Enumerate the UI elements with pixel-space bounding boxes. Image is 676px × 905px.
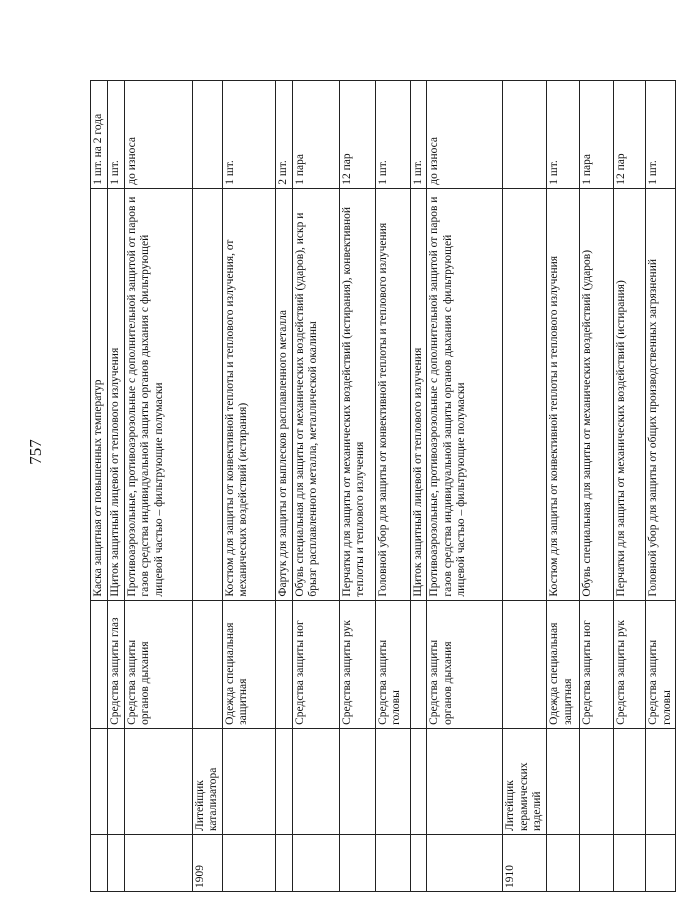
table-row (613, 81, 645, 892)
ppe-norms-table (90, 80, 676, 892)
cell-number (275, 834, 292, 891)
table-row (579, 81, 613, 892)
cell-category: Средства защиты ног (292, 600, 339, 728)
cell-quantity: до износа (427, 81, 503, 189)
table-row (427, 81, 503, 892)
cell-profession (222, 728, 275, 834)
cell-profession (427, 728, 503, 834)
cell-quantity (192, 81, 222, 189)
cell-profession (292, 728, 339, 834)
table-row (503, 81, 547, 892)
cell-number (645, 834, 675, 891)
cell-item: Перчатки для защиты от механических воздействий (истирания), конвективной теплоты и теплового излучения (339, 188, 375, 600)
cell-category: Средства защиты головы (375, 600, 410, 728)
cell-item: Каска защитная от повышенных температур (91, 188, 108, 600)
table-row (124, 81, 192, 892)
cell-profession (275, 728, 292, 834)
cell-profession (645, 728, 675, 834)
table-row (645, 81, 675, 892)
cell-number (124, 834, 192, 891)
cell-profession (410, 728, 427, 834)
cell-quantity: 1 пара (292, 81, 339, 189)
cell-quantity (503, 81, 547, 189)
cell-number (292, 834, 339, 891)
cell-item: Щиток защитный лицевой от теплового излучения (107, 188, 124, 600)
cell-category: Одежда специальная защитная (546, 600, 579, 728)
cell-category: Средства защиты головы (645, 600, 675, 728)
cell-quantity: 1 шт. (410, 81, 427, 189)
cell-profession: Литейщик керамических изделий (503, 728, 547, 834)
cell-quantity: 1 шт. (375, 81, 410, 189)
cell-profession (91, 728, 108, 834)
cell-item: Противоаэрозольные, противоаэрозольные с дополнительной защитой от паров и газов средства индивидуальной защиты органов дыхания с фильтрующей лицевой частью – фильтрующие полумаски (124, 188, 192, 600)
cell-number (546, 834, 579, 891)
cell-number (91, 834, 108, 891)
cell-profession (613, 728, 645, 834)
cell-profession (579, 728, 613, 834)
cell-category: Средства защиты глаз (107, 600, 124, 728)
table-row (91, 81, 108, 892)
cell-category (275, 600, 292, 728)
table-row (275, 81, 292, 892)
cell-category (192, 600, 222, 728)
cell-item: Костюм для защиты от конвективной теплоты и теплового излучения, от механических воздействий (истирания) (222, 188, 275, 600)
cell-profession (124, 728, 192, 834)
table-row (410, 81, 427, 892)
cell-category (410, 600, 427, 728)
cell-quantity: 1 шт. на 2 года (91, 81, 108, 189)
cell-number (427, 834, 503, 891)
table-row (107, 81, 124, 892)
cell-quantity: 1 шт. (222, 81, 275, 189)
table-body (91, 81, 676, 892)
cell-item: Противоаэрозольные, противоаэрозольные с дополнительной защитой от паров и газов средства индивидуальной защиты органов дыхания с фильтрующей лицевой частью – фильтрующие полумаски (427, 188, 503, 600)
cell-profession (546, 728, 579, 834)
cell-profession (375, 728, 410, 834)
cell-profession (339, 728, 375, 834)
table-row (192, 81, 222, 892)
cell-quantity: 12 пар (613, 81, 645, 189)
cell-item: Головной убор для защиты от конвективной теплоты и теплового излучения (375, 188, 410, 600)
cell-item: Костюм для защиты от конвективной теплоты и теплового излучения (546, 188, 579, 600)
cell-category: Средства защиты органов дыхания (427, 600, 503, 728)
cell-number (107, 834, 124, 891)
cell-number (579, 834, 613, 891)
cell-profession (107, 728, 124, 834)
cell-item: Головной убор для защиты от общих производственных загрязнений (645, 188, 675, 600)
table-row (222, 81, 275, 892)
cell-quantity: 1 шт. (546, 81, 579, 189)
cell-category (503, 600, 547, 728)
table-row (339, 81, 375, 892)
cell-number (613, 834, 645, 891)
cell-quantity: 1 пара (579, 81, 613, 189)
cell-profession: Литейщик катализатора (192, 728, 222, 834)
cell-item: Фартук для защиты от выплесков расплавленного металла (275, 188, 292, 600)
cell-item: Перчатки для защиты от механических воздействий (истирания) (613, 188, 645, 600)
cell-quantity: до износа (124, 81, 192, 189)
cell-item: Щиток защитный лицевой от теплового излучения (410, 188, 427, 600)
cell-item (503, 188, 547, 600)
cell-item (192, 188, 222, 600)
cell-number: 1910 (503, 834, 547, 891)
cell-category: Средства защиты ног (579, 600, 613, 728)
cell-category: Средства защиты рук (613, 600, 645, 728)
page-number: 757 (26, 439, 45, 465)
table-row (292, 81, 339, 892)
cell-number: 1909 (192, 834, 222, 891)
cell-category (91, 600, 108, 728)
cell-number (339, 834, 375, 891)
cell-number (375, 834, 410, 891)
cell-quantity: 12 пар (339, 81, 375, 189)
cell-number (222, 834, 275, 891)
cell-item: Обувь специальная для защиты от механических воздействий (ударов), искр и брызг расплавленного металла, металлической окалины (292, 188, 339, 600)
cell-quantity: 1 шт. (107, 81, 124, 189)
cell-quantity: 2 шт. (275, 81, 292, 189)
cell-category: Средства защиты органов дыхания (124, 600, 192, 728)
table-row (375, 81, 410, 892)
cell-quantity: 1 шт. (645, 81, 675, 189)
cell-item: Обувь специальная для защиты от механических воздействий (ударов) (579, 188, 613, 600)
cell-category: Средства защиты рук (339, 600, 375, 728)
cell-category: Одежда специальная защитная (222, 600, 275, 728)
cell-number (410, 834, 427, 891)
table-row (546, 81, 579, 892)
rotated-page (90, 80, 673, 892)
